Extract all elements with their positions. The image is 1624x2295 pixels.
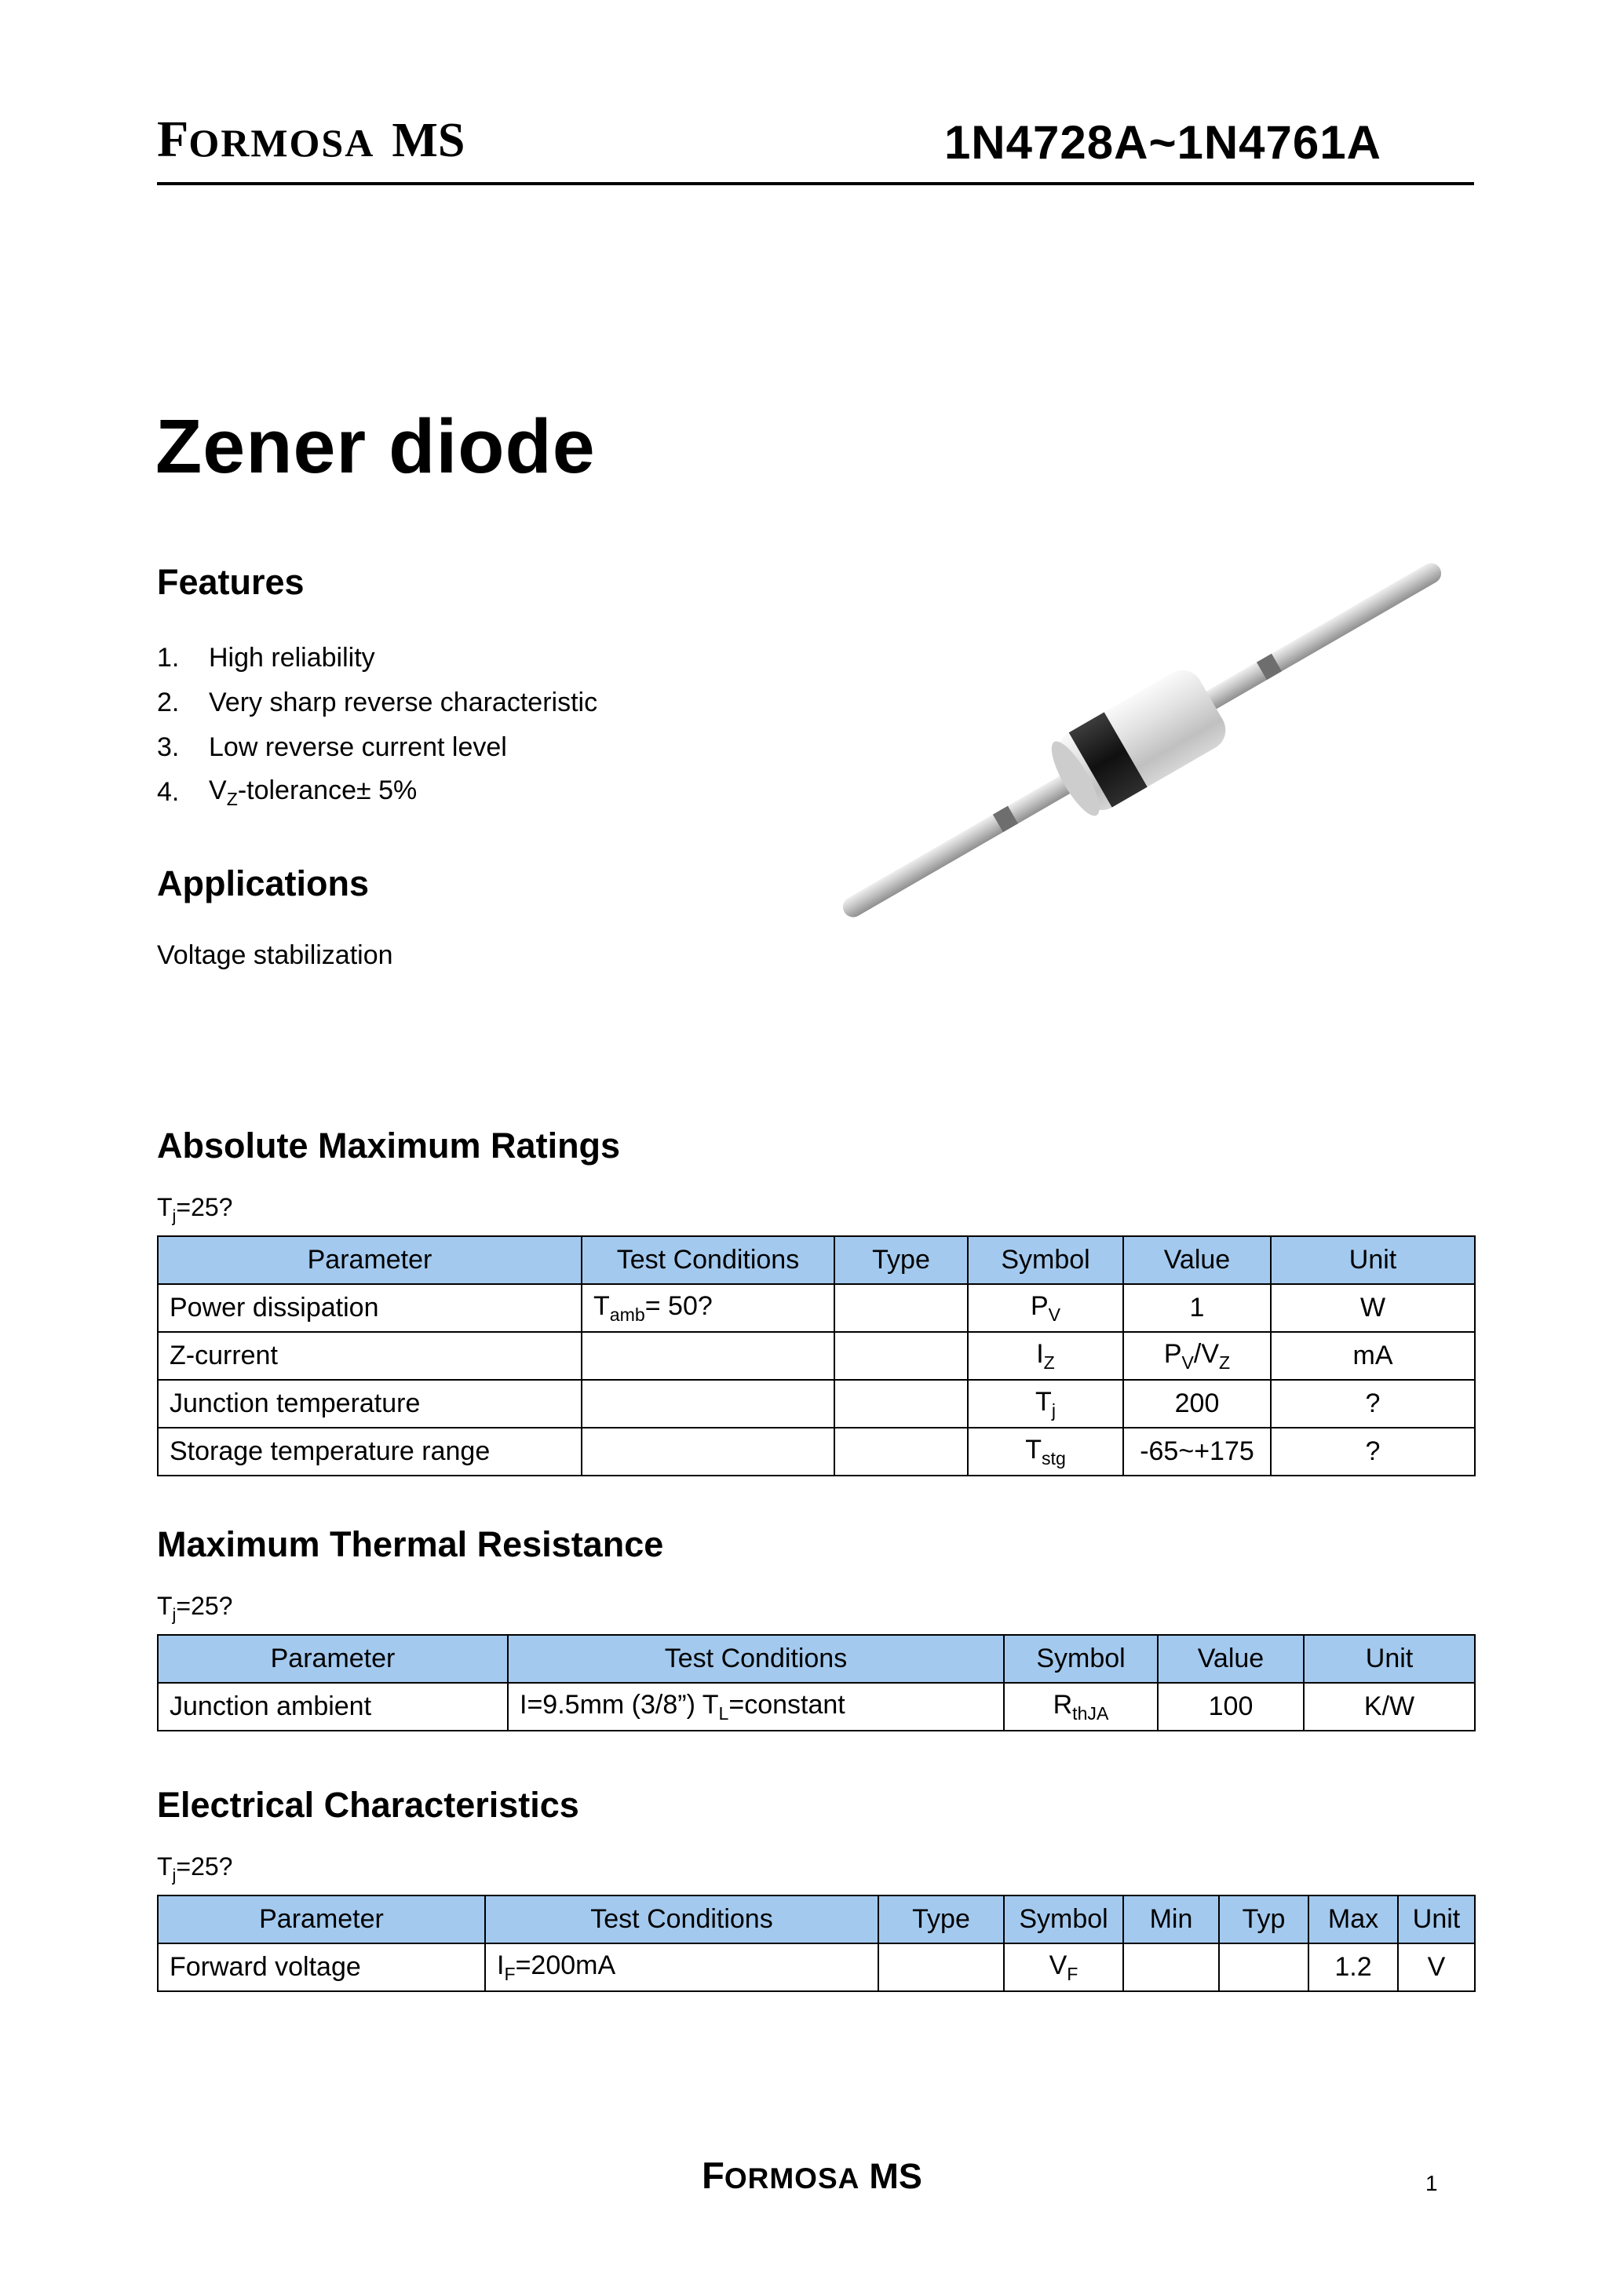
- table-cell: [834, 1332, 968, 1380]
- table-header-row: [158, 1236, 1475, 1284]
- table-cell: [834, 1428, 968, 1476]
- amr-heading: Absolute Maximum Ratings: [157, 1126, 621, 1166]
- feature-item: [157, 636, 597, 680]
- mtr-heading: Maximum Thermal Resistance: [157, 1524, 664, 1564]
- table-cell: [582, 1428, 834, 1476]
- table-row: [158, 1683, 1475, 1731]
- table-header-row: [158, 1895, 1475, 1943]
- absolute-maximum-ratings-section: [157, 1126, 1474, 1476]
- applications-text: Voltage stabilization: [157, 940, 393, 970]
- table-cell: 1: [1123, 1284, 1271, 1332]
- feature-text: High reliability: [209, 643, 375, 673]
- table-row: [158, 1284, 1475, 1332]
- feature-text: Very sharp reverse characteristic: [209, 688, 598, 717]
- brand-suffix: MS: [392, 114, 465, 167]
- ec-heading: Electrical Characteristics: [157, 1785, 579, 1825]
- electrical-characteristics-table: [157, 1895, 1476, 1992]
- table-cell: [1123, 1943, 1219, 1991]
- feature-text: $V_Z-tolerance\pm 5\%$: [209, 775, 418, 809]
- footer-brand-initial: F: [702, 2155, 724, 2196]
- ec-condition: $T_j=25$?: [157, 1852, 233, 1885]
- features-list: [157, 636, 597, 815]
- column-header: Typ: [1219, 1895, 1308, 1943]
- column-header: Parameter: [158, 1635, 508, 1683]
- amr-condition: $T_j=25$?: [157, 1193, 233, 1226]
- brand-initial: F: [157, 111, 189, 168]
- table-cell: [582, 1332, 834, 1380]
- column-header: Type: [834, 1236, 968, 1284]
- feature-item: [157, 680, 597, 725]
- table-cell: [1219, 1943, 1308, 1991]
- table-cell: V: [1398, 1943, 1475, 1991]
- table-cell: $I_F=200mA$: [485, 1943, 878, 1991]
- feature-number: 1.: [157, 643, 180, 673]
- feature-text: Low reverse current level: [209, 732, 507, 762]
- table-cell: Junction ambient: [158, 1683, 508, 1731]
- column-header: Unit: [1398, 1895, 1475, 1943]
- document-header: [157, 110, 1474, 185]
- table-row: [158, 1380, 1475, 1428]
- column-header: Unit: [1304, 1635, 1475, 1683]
- table-cell: [878, 1943, 1004, 1991]
- table-row: [158, 1428, 1475, 1476]
- electrical-characteristics-section: [157, 1785, 1474, 1992]
- footer-brand: [0, 2154, 1624, 2197]
- feature-item: [157, 725, 597, 770]
- table-cell: $T_{stg}$: [968, 1428, 1123, 1476]
- column-header: Value: [1123, 1236, 1271, 1284]
- column-header: Unit: [1271, 1236, 1475, 1284]
- column-header: Type: [878, 1895, 1004, 1943]
- table-cell: $T_{amb}= 50$?: [582, 1284, 834, 1332]
- table-cell: [582, 1380, 834, 1428]
- column-header: Max: [1308, 1895, 1398, 1943]
- table-cell: I=9.5mm (3/8”) $T_L=constant$: [508, 1683, 1004, 1731]
- column-header: Symbol: [1004, 1635, 1158, 1683]
- table-row: [158, 1332, 1475, 1380]
- column-header: Symbol: [1004, 1895, 1123, 1943]
- table-row: [158, 1943, 1475, 1991]
- mtr-condition: $T_j=25$?: [157, 1592, 233, 1625]
- feature-item: [157, 770, 597, 815]
- footer-brand-suffix: MS: [869, 2156, 922, 2196]
- maximum-thermal-resistance-section: [157, 1524, 1474, 1731]
- table-cell: Forward voltage: [158, 1943, 485, 1991]
- table-cell: [834, 1380, 968, 1428]
- table-cell: -65~+175: [1123, 1428, 1271, 1476]
- table-cell: 1.2: [1308, 1943, 1398, 1991]
- absolute-maximum-ratings-table: [157, 1235, 1476, 1476]
- table-cell: ?: [1271, 1428, 1475, 1476]
- table-cell: $R_{thJA}$: [1004, 1683, 1158, 1731]
- column-header: Symbol: [968, 1236, 1123, 1284]
- table-cell: mA: [1271, 1332, 1475, 1380]
- table-cell: K/W: [1304, 1683, 1475, 1731]
- column-header: Test Conditions: [508, 1635, 1004, 1683]
- table-cell: ?: [1271, 1380, 1475, 1428]
- diode-photo: [797, 514, 1487, 961]
- table-cell: $P_V/V_Z$: [1123, 1332, 1271, 1380]
- page-number: 1: [1425, 2171, 1438, 2195]
- table-cell: $P_V$: [968, 1284, 1123, 1332]
- table-cell: $V_F$: [1004, 1943, 1123, 1991]
- feature-number: 4.: [157, 777, 180, 807]
- column-header: Test Conditions: [485, 1895, 878, 1943]
- column-header: Value: [1158, 1635, 1304, 1683]
- features-heading: Features: [157, 562, 305, 602]
- column-header: Min: [1123, 1895, 1219, 1943]
- table-cell: [834, 1284, 968, 1332]
- table-cell: Power dissipation: [158, 1284, 582, 1332]
- table-cell: W: [1271, 1284, 1475, 1332]
- features-section: [157, 562, 597, 815]
- table-header-row: [158, 1635, 1475, 1683]
- table-cell: $I_Z$: [968, 1332, 1123, 1380]
- column-header: Parameter: [158, 1895, 485, 1943]
- part-number-range: 1N4728A~1N4761A: [943, 116, 1381, 169]
- brand-rest: ORMOSA: [188, 121, 375, 165]
- table-cell: $T_j$: [968, 1380, 1123, 1428]
- feature-number: 2.: [157, 688, 180, 717]
- table-cell: Junction temperature: [158, 1380, 582, 1428]
- feature-number: 3.: [157, 732, 180, 762]
- table-cell: Storage temperature range: [158, 1428, 582, 1476]
- table-cell: 200: [1123, 1380, 1271, 1428]
- column-header: Test Conditions: [582, 1236, 834, 1284]
- column-header: Parameter: [158, 1236, 582, 1284]
- document-title: Zener diode: [155, 403, 596, 489]
- table-cell: Z-current: [158, 1332, 582, 1380]
- applications-section: [157, 863, 393, 971]
- table-cell: 100: [1158, 1683, 1304, 1731]
- applications-heading: Applications: [157, 863, 370, 903]
- brand-logo: [157, 110, 465, 170]
- footer-brand-rest: ORMOSA: [724, 2162, 860, 2195]
- maximum-thermal-resistance-table: [157, 1634, 1476, 1731]
